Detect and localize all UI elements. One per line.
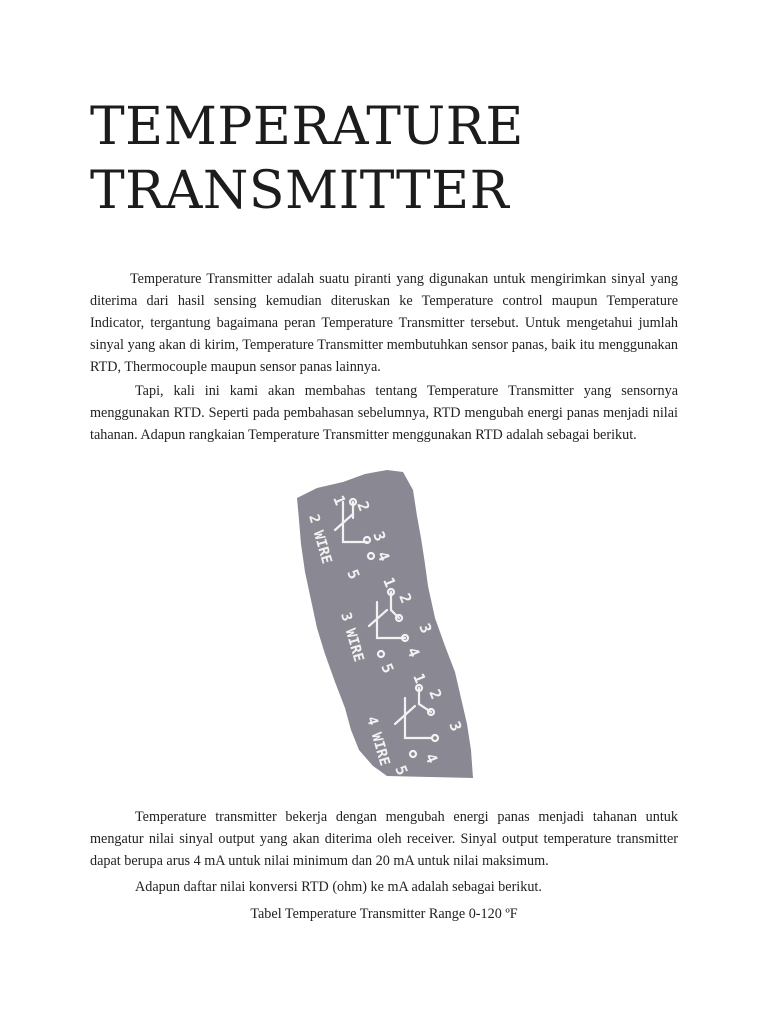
terminal-5-label-3wire: 5 [377, 660, 398, 676]
wire-label-4wire: 4 WIRE [363, 714, 393, 768]
paragraph-working-principle: Temperature transmitter bekerja dengan mengubah energi panas menjadi tahanan untuk mengatur nilai sinyal output yang akan diterima oleh receiver. Sinyal output temperature transmitter dapat berupa arus 4 mA untuk nilai minimum dan 20 mA untuk nilai maksimum. [90, 809, 678, 869]
terminal-5-label-2wire: 5 [343, 566, 364, 582]
figure-paper-background [297, 470, 473, 778]
terminal-2-label-4wire: 2 [425, 686, 446, 702]
terminal-3-label-2wire: 3 [369, 528, 390, 544]
table-caption: Tabel Temperature Transmitter Range 0-120 ºF [250, 906, 518, 922]
terminal-1-label-3wire: 1 [379, 574, 400, 590]
terminal-3-label-3wire: 3 [415, 620, 436, 636]
terminal-1-label-2wire: 1 [329, 492, 350, 508]
terminal-3-label-4wire: 3 [445, 718, 466, 734]
terminal-4-label-2wire: 4 [373, 548, 394, 564]
wire-label-3wire: 3 WIRE [337, 610, 367, 664]
wire-label-2wire: 2 WIRE [305, 512, 335, 566]
terminal-5-label-4wire: 5 [391, 762, 412, 778]
terminal-4-label-4wire: 4 [421, 750, 442, 766]
page-title: TEMPERATURE TRANSMITTER [90, 97, 524, 221]
terminal-4-label-3wire: 4 [403, 644, 424, 660]
terminal-2-label-3wire: 2 [395, 590, 416, 606]
paragraph-conversion-intro: Adapun daftar nilai konversi RTD (ohm) ke mA adalah sebagai berikut. [135, 879, 542, 895]
paragraph-intro: Temperature Transmitter adalah suatu piranti yang digunakan untuk mengirimkan sinyal yang diterima dari hasil sensing kemudian diteruskan ke Temperature control maupun Temperature Indicator, tergantung bagaimana peran Temperature Transmitter tersebut. Untuk mengetahui jumlah sinyal yang akan di kirim, Temperature Transmitter membutuhkan sensor panas, baik itu menggunakan RTD, Thermocouple maupun sensor panas lainnya. [90, 271, 678, 375]
terminal-1-label-4wire: 1 [409, 670, 430, 686]
rtd-wiring-diagram-image [295, 468, 475, 780]
terminal-2-label-2wire: 2 [353, 498, 374, 514]
paragraph-rtd: Tapi, kali ini kami akan membahas tentang Temperature Transmitter yang sensornya menggunakan RTD. Seperti pada pembahasan sebelumnya, RTD mengubah energi panas menjadi nilai tahanan. Adapun rangkaian Temperature Transmitter menggunakan RTD adalah sebagai berikut. [90, 383, 678, 443]
